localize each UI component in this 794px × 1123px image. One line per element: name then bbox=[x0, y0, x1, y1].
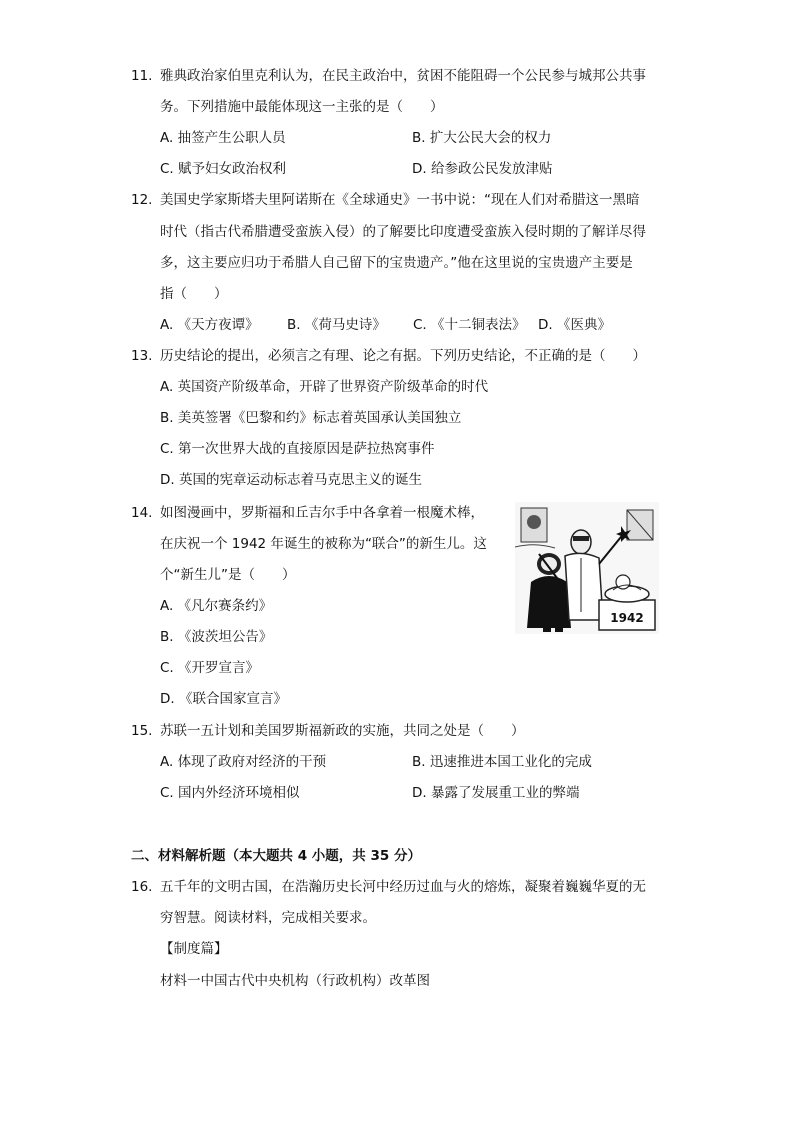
question-number: 14. bbox=[131, 505, 153, 521]
option-b[interactable]: B. 扩大公民大会的权力 bbox=[412, 130, 552, 146]
question-stem-line: 美国史学家斯塔夫里阿诺斯在《全球通史》一书中说：“现在人们对希腊这一黑暗 bbox=[160, 192, 640, 208]
option-d[interactable]: D. 暴露了发展重工业的弊端 bbox=[412, 785, 580, 801]
option-c[interactable]: C. 《开罗宣言》 bbox=[160, 660, 260, 676]
question-number: 13. bbox=[131, 348, 153, 364]
question-number: 16. bbox=[131, 879, 153, 895]
question-stem-line: 如图漫画中，罗斯福和丘吉尔手中各拿着一根魔术棒， bbox=[160, 505, 484, 521]
option-b[interactable]: B. 《荷马史诗》 bbox=[287, 317, 386, 333]
question-number: 15. bbox=[131, 723, 153, 739]
option-a[interactable]: A. 体现了政府对经济的干预 bbox=[160, 754, 327, 770]
cartoon-year-label: 1942 bbox=[610, 611, 644, 625]
question-stem-line: 苏联一五计划和美国罗斯福新政的实施，共同之处是（ ） bbox=[160, 723, 525, 739]
option-a[interactable]: A. 《天方夜谭》 bbox=[160, 317, 259, 333]
option-d[interactable]: D. 《医典》 bbox=[538, 317, 611, 333]
section-heading: 二、材料解析题（本大题共 4 小题，共 35 分） bbox=[131, 848, 421, 864]
question-stem-line: 务。下列措施中最能体现这一主张的是（ ） bbox=[160, 99, 444, 115]
option-b[interactable]: B. 迅速推进本国工业化的完成 bbox=[412, 754, 592, 770]
material-caption: 材料一中国古代中央机构（行政机构）改革图 bbox=[160, 973, 430, 989]
subheading: 【制度篇】 bbox=[160, 941, 228, 957]
question-stem-line: 在庆祝一个 1942 年诞生的被称为“联合”的新生儿。这 bbox=[160, 536, 487, 552]
question-stem-line: 时代（指古代希腊遭受蛮族入侵）的了解要比印度遭受蛮族入侵时期的了解详尽得 bbox=[160, 224, 646, 240]
option-a[interactable]: A. 《凡尔赛条约》 bbox=[160, 598, 273, 614]
question-number: 12. bbox=[131, 192, 153, 208]
option-d[interactable]: D. 《联合国家宣言》 bbox=[160, 691, 287, 707]
option-b[interactable]: B. 《波茨坦公告》 bbox=[160, 629, 273, 645]
option-c[interactable]: C. 《十二铜表法》 bbox=[413, 317, 526, 333]
option-a[interactable]: A. 抽签产生公职人员 bbox=[160, 130, 286, 146]
option-a[interactable]: A. 英国资产阶级革命，开辟了世界资产阶级革命的时代 bbox=[160, 379, 489, 395]
option-d[interactable]: D. 英国的宪章运动标志着马克思主义的诞生 bbox=[160, 472, 422, 488]
question-stem-line: 指（ ） bbox=[160, 286, 228, 302]
question-stem-line: 个“新生儿”是（ ） bbox=[160, 567, 296, 583]
option-b[interactable]: B. 美英签署《巴黎和约》标志着英国承认美国独立 bbox=[160, 410, 462, 426]
option-c[interactable]: C. 赋予妇女政治权利 bbox=[160, 161, 287, 177]
option-c[interactable]: C. 国内外经济环境相似 bbox=[160, 785, 300, 801]
question-stem-line: 穷智慧。阅读材料，完成相关要求。 bbox=[160, 910, 376, 926]
option-d[interactable]: D. 给参政公民发放津贴 bbox=[412, 161, 553, 177]
cartoon-illustration bbox=[515, 502, 659, 634]
question-stem-line: 雅典政治家伯里克利认为，在民主政治中，贫困不能阻碍一个公民参与城邦公共事 bbox=[160, 68, 646, 84]
question-number: 11. bbox=[131, 68, 153, 84]
question-stem-line: 历史结论的提出，必须言之有理、论之有据。下列历史结论，不正确的是（ ） bbox=[160, 348, 646, 364]
option-c[interactable]: C. 第一次世界大战的直接原因是萨拉热窝事件 bbox=[160, 441, 435, 457]
question-stem-line: 多，这主要应归功于希腊人自己留下的宝贵遗产。”他在这里说的宝贵遗产主要是 bbox=[160, 255, 633, 271]
question-stem-line: 五千年的文明古国，在浩瀚历史长河中经历过血与火的熔炼，凝聚着巍巍华夏的无 bbox=[160, 879, 646, 895]
